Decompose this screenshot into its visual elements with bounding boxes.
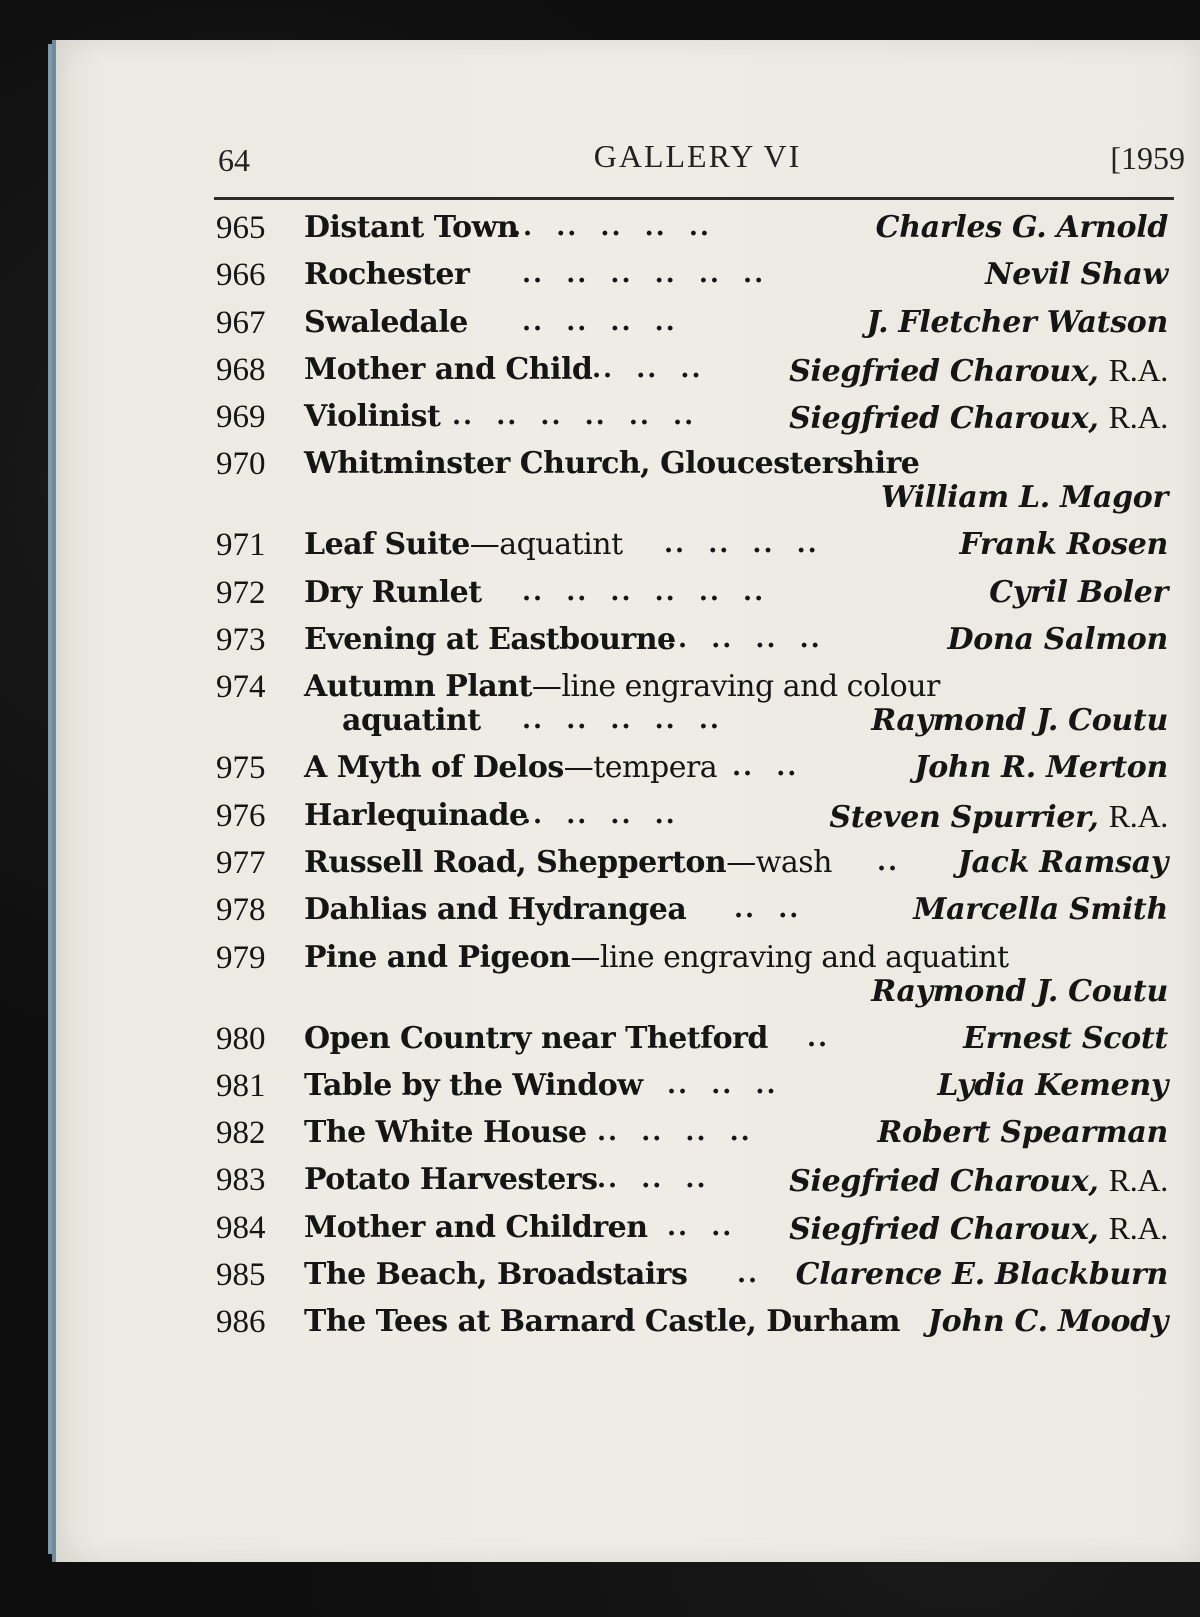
catalogue-entry bbox=[212, 750, 1180, 797]
dot-leader: .. .. .. bbox=[592, 353, 703, 384]
entry-title: Mother and Child bbox=[304, 351, 593, 387]
catalogue-entry bbox=[212, 1210, 1180, 1257]
entry-number: 966 bbox=[216, 257, 266, 294]
entry-title: Violinist bbox=[304, 399, 441, 435]
entry-artist: Ernest Scott bbox=[963, 1020, 1168, 1056]
dot-leader: .. .. bbox=[734, 894, 801, 925]
catalogue-entry bbox=[212, 1162, 1180, 1209]
entry-number: 977 bbox=[216, 844, 266, 881]
catalogue-entry bbox=[212, 257, 1180, 304]
entry-title: Rochester bbox=[304, 257, 470, 293]
entry-title: Pine and Pigeon—line engraving and aquatint bbox=[304, 939, 1009, 975]
entry-artist: Clarence E. Blackburn bbox=[795, 1257, 1168, 1293]
entry-artist: J. Fletcher Watson bbox=[866, 304, 1168, 340]
catalogue-entry bbox=[212, 399, 1180, 446]
entry-number: 978 bbox=[216, 892, 266, 929]
entry-artist: John C. Moody bbox=[927, 1304, 1168, 1340]
entry-title: Potato Harvesters bbox=[304, 1162, 598, 1198]
entry-artist: Nevil Shaw bbox=[985, 257, 1168, 293]
dot-leader: .. bbox=[807, 1022, 830, 1053]
dot-leader: .. .. .. .. bbox=[664, 529, 819, 560]
entry-artist: William L. Magor bbox=[881, 480, 1168, 516]
entry-title: Evening at Eastbourne bbox=[304, 622, 676, 658]
entry-title: Whitminster Church, Gloucestershire bbox=[304, 446, 920, 482]
entry-title: Open Country near Thetford bbox=[304, 1020, 768, 1056]
page-edge bbox=[48, 44, 56, 1554]
entry-artist: John R. Merton bbox=[914, 750, 1168, 786]
dot-leader: .. .. .. .. .. bbox=[512, 212, 711, 242]
entry-number: 969 bbox=[216, 399, 266, 436]
entry-title: Dahlias and Hydrangea bbox=[304, 892, 687, 928]
entry-title: The Beach, Broadstairs bbox=[304, 1257, 688, 1293]
entry-number: 974 bbox=[216, 669, 266, 706]
entry-title: Mother and Children bbox=[304, 1209, 648, 1245]
catalogue-entry bbox=[212, 845, 1180, 892]
entry-number: 982 bbox=[216, 1115, 266, 1152]
entry-title: Distant Town bbox=[304, 210, 519, 245]
catalogue-entry bbox=[212, 352, 1180, 399]
page-title: GALLERY VI bbox=[593, 138, 802, 174]
dot-leader: .. .. .. .. bbox=[667, 624, 822, 655]
entry-number: 975 bbox=[216, 750, 266, 787]
entry-number: 972 bbox=[216, 574, 266, 611]
entry-title: Russell Road, Shepperton—wash bbox=[304, 844, 832, 880]
year-label: [1959 bbox=[1110, 140, 1185, 176]
catalogue-entry bbox=[212, 575, 1180, 622]
entry-title: Leaf Suite—aquatint bbox=[304, 527, 623, 563]
entry-artist: Lydia Kemeny bbox=[937, 1067, 1168, 1103]
catalogue-entry bbox=[212, 1115, 1180, 1162]
entry-artist: Raymond J. Coutu bbox=[871, 973, 1168, 1009]
entry-artist: Siegfried Charoux, R.A. bbox=[789, 1162, 1168, 1200]
dot-leader: .. .. .. .. bbox=[522, 799, 677, 830]
catalogue-entry bbox=[212, 669, 1180, 750]
entry-number: 979 bbox=[216, 939, 266, 976]
catalogue-entry bbox=[212, 622, 1180, 669]
dot-leader: .. .. bbox=[732, 752, 799, 783]
entry-title: The Tees at Barnard Castle, Durham bbox=[304, 1304, 900, 1340]
catalogue-entry bbox=[212, 446, 1180, 527]
dot-leader: .. .. .. .. .. .. bbox=[522, 259, 766, 290]
catalogue-entry bbox=[212, 1021, 1180, 1068]
entry-number: 986 bbox=[216, 1304, 266, 1341]
dot-leader: .. bbox=[877, 846, 900, 877]
catalogue-entry bbox=[212, 892, 1180, 939]
dot-leader: .. .. .. .. .. bbox=[522, 705, 721, 736]
entry-number: 965 bbox=[216, 210, 266, 246]
entry-medium: —aquatint bbox=[469, 527, 623, 563]
entry-artist: Steven Spurrier, R.A. bbox=[829, 797, 1168, 835]
entry-number: 973 bbox=[216, 622, 266, 659]
entry-medium: —line engraving and colour bbox=[531, 669, 940, 705]
entry-artist: Dona Salmon bbox=[947, 622, 1168, 658]
catalogue-entry bbox=[212, 1257, 1180, 1304]
entry-artist: Cyril Boler bbox=[989, 574, 1168, 610]
entry-number: 984 bbox=[216, 1209, 266, 1246]
entry-artist: Marcella Smith bbox=[913, 892, 1168, 928]
entry-title: Dry Runlet bbox=[304, 574, 482, 610]
entry-title: Autumn Plant—line engraving and colour bbox=[304, 669, 940, 705]
entry-number: 971 bbox=[216, 527, 266, 564]
entry-number: 980 bbox=[216, 1020, 266, 1057]
entry-artist: Frank Rosen bbox=[959, 527, 1168, 563]
dot-leader: .. .. .. .. bbox=[522, 306, 677, 337]
entry-number: 985 bbox=[216, 1257, 266, 1294]
catalogue-entry bbox=[212, 940, 1180, 1021]
entry-number: 967 bbox=[216, 304, 266, 341]
entry-title: The White House bbox=[304, 1115, 587, 1151]
dot-leader: .. bbox=[737, 1259, 760, 1290]
entry-artist: Robert Spearman bbox=[877, 1115, 1168, 1151]
catalogue-entry bbox=[212, 798, 1180, 845]
entry-medium: —tempera bbox=[563, 750, 718, 786]
catalogue-entry bbox=[212, 305, 1180, 352]
entry-number: 983 bbox=[216, 1162, 266, 1199]
dot-leader: .. .. .. .. .. .. bbox=[522, 576, 766, 607]
dot-leader: .. .. .. .. bbox=[597, 1117, 752, 1148]
catalogue-entry bbox=[212, 527, 1180, 574]
running-header bbox=[210, 138, 1185, 178]
dot-leader: .. .. bbox=[667, 1211, 734, 1242]
entry-artist: Jack Ramsay bbox=[957, 844, 1168, 880]
entry-title: Table by the Window bbox=[304, 1067, 643, 1103]
entry-medium: —line engraving and aquatint bbox=[570, 939, 1009, 975]
entry-title: A Myth of Delos—tempera bbox=[304, 750, 718, 786]
entry-number: 981 bbox=[216, 1067, 266, 1104]
dot-leader: .. .. .. bbox=[597, 1164, 708, 1195]
entry-artist: Siegfried Charoux, R.A. bbox=[789, 1209, 1168, 1247]
dot-leader: .. .. .. .. .. .. bbox=[452, 401, 696, 432]
entry-number: 976 bbox=[216, 797, 266, 834]
page-number: 64 bbox=[218, 142, 250, 178]
entry-title: Harlequinade bbox=[304, 797, 528, 833]
entry-artist: Raymond J. Coutu bbox=[871, 703, 1168, 739]
entry-artist: Charles G. Arnold bbox=[875, 210, 1168, 245]
dot-leader: .. .. .. bbox=[667, 1069, 778, 1100]
entry-number: 968 bbox=[216, 351, 266, 388]
entry-artist: Siegfried Charoux, R.A. bbox=[789, 351, 1168, 389]
entry-artist: Siegfried Charoux, R.A. bbox=[789, 399, 1168, 437]
catalogue-entry bbox=[212, 1304, 1180, 1351]
catalogue-list bbox=[212, 210, 1180, 1352]
entry-medium: —wash bbox=[726, 844, 832, 880]
catalogue-entry bbox=[212, 210, 1180, 257]
header-rule bbox=[214, 197, 1174, 200]
entry-title: Swaledale bbox=[304, 304, 468, 340]
entry-medium-continued: aquatint bbox=[342, 703, 481, 739]
catalogue-entry bbox=[212, 1068, 1180, 1115]
entry-number: 970 bbox=[216, 446, 266, 483]
